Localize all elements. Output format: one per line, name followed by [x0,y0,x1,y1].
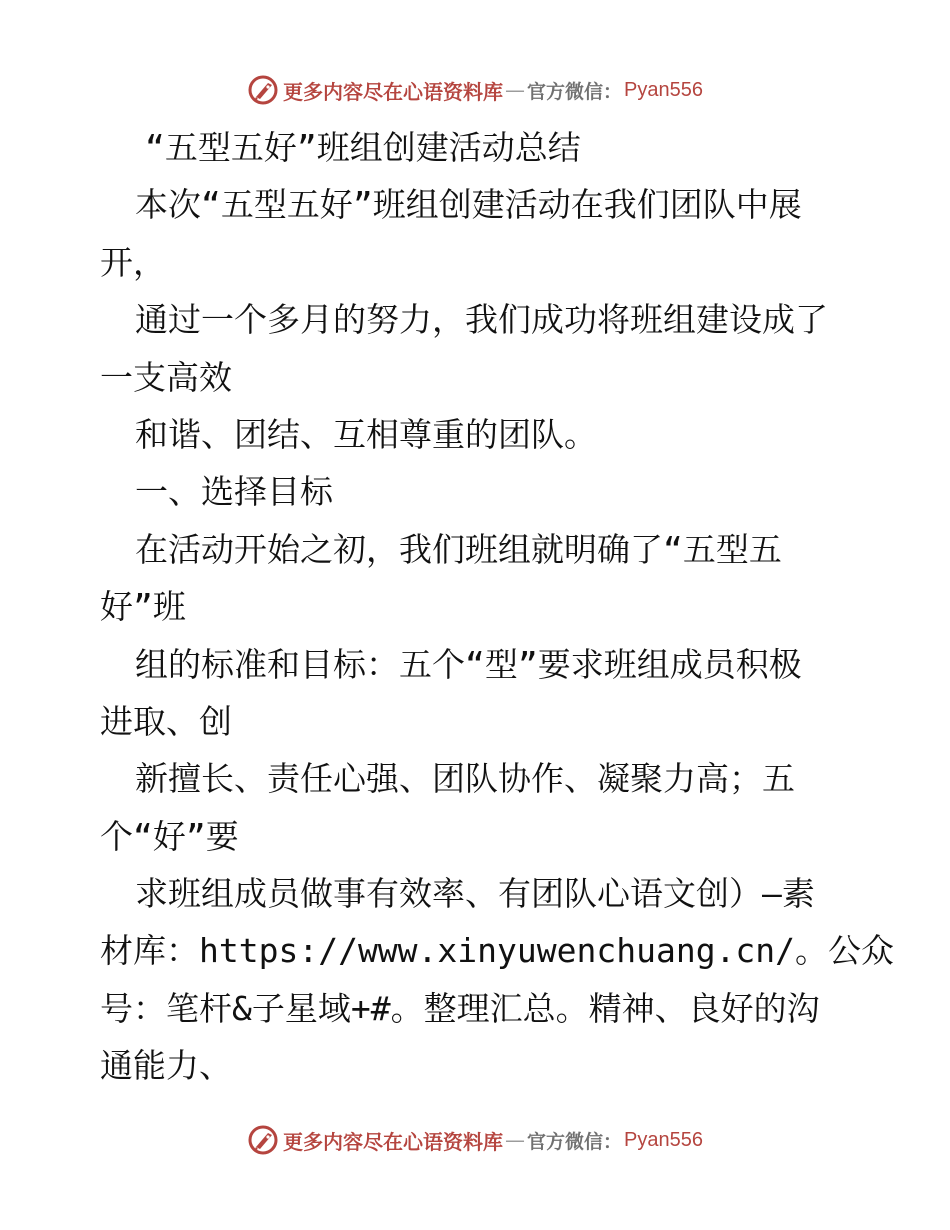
banner-separator: — [505,78,525,102]
body-line: 组的标准和目标：五个“型”要求班组成员积极 [135,644,802,684]
body-line: 本次“五型五好”班组创建活动在我们团队中展 [135,185,802,225]
footer-banner [0,1120,950,1160]
body-line: 材库：https://www.xinyuwenchuang.cn/。公众 [100,931,895,971]
banner-wechat-id: Pyan556 [624,78,703,101]
document-title: “五型五好”班组创建活动总结 [145,128,581,167]
section-heading: 一、选择目标 [135,472,333,512]
body-line: 通能力、 [100,1046,232,1086]
pen-logo-icon [247,1124,279,1156]
banner-separator: — [505,1128,525,1152]
body-line: 和谐、团结、互相尊重的团队。 [135,414,597,454]
body-line: 好”班 [100,587,186,627]
body-line: 在活动开始之初，我们班组就明确了“五型五 [135,529,782,569]
header-banner [0,70,950,110]
body-line: 新擅长、责任心强、团队协作、凝聚力高；五 [135,759,795,799]
body-line: 进取、创 [100,701,232,741]
banner-main-text: 更多内容尽在心语资料库 [283,79,503,104]
banner-main-text: 更多内容尽在心语资料库 [283,1129,503,1154]
body-line: 一支高效 [100,357,232,397]
banner-wechat-id: Pyan556 [624,1128,703,1151]
banner-wechat-label: 官方微信： [527,1130,623,1153]
banner-wechat-label: 官方微信： [527,80,623,103]
body-line: 通过一个多月的努力，我们成功将班组建设成了 [135,300,828,340]
pen-logo-icon [247,74,279,106]
body-line: 号：笔杆&子星域+#。整理汇总。精神、良好的沟 [100,988,820,1028]
body-line: 开， [100,242,166,282]
body-line: 求班组成员做事有效率、有团队心语文创）—素 [135,874,815,914]
document-body [100,119,895,1095]
body-line: 个“好”要 [100,816,239,856]
